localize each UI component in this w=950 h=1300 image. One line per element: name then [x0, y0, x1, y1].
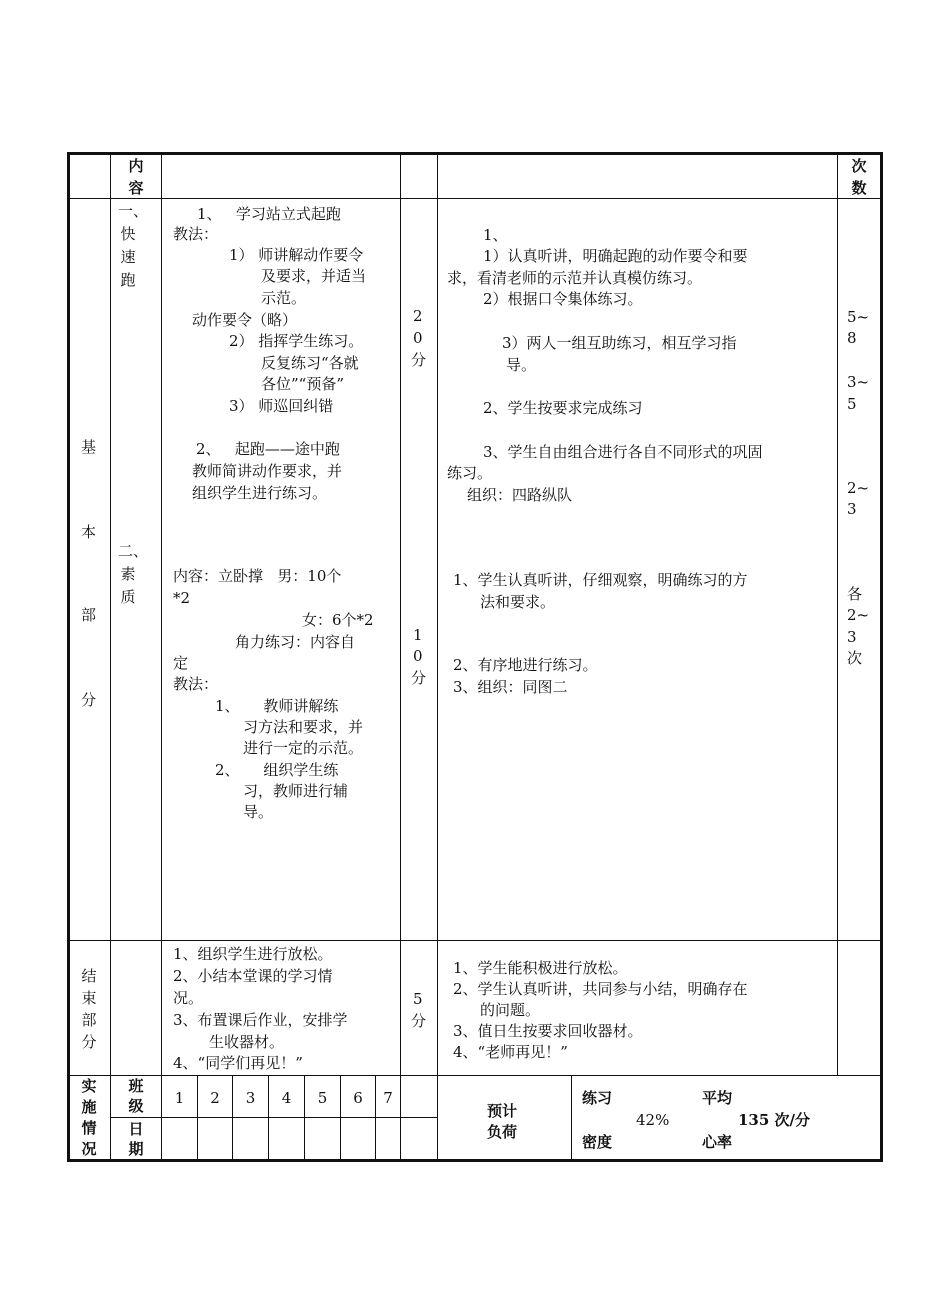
impl-label: 实施情况: [81, 1077, 97, 1158]
student-line: 求，看清老师的示范并认真模仿练习。: [447, 269, 703, 287]
ending-teacher-line: 3、布置课后作业，安排学: [173, 1011, 348, 1029]
teacher-line: 1、 教师讲解练: [215, 697, 339, 715]
student-line: 2、学生按要求完成练习: [483, 399, 643, 417]
count-line: 2~: [847, 479, 870, 497]
teacher-line: 2、 组织学生练: [215, 761, 339, 779]
table-col-line: [437, 152, 438, 1162]
teacher-line: 2、 起跑——途中跑: [196, 440, 340, 458]
count-line: 各: [847, 585, 863, 603]
table-col-line: [837, 152, 838, 1076]
teacher-line: 定: [173, 654, 189, 672]
class-number: 1: [174, 1089, 185, 1107]
item-quality-label: 二、素质: [118, 542, 149, 606]
class-label: 班级: [128, 1077, 144, 1115]
teacher-line: 动作要令（略）: [192, 311, 298, 329]
item-fast-run-label: 一、快速跑: [118, 202, 149, 289]
teacher-line: 教法：: [173, 675, 219, 693]
basic-section-char: 本: [81, 523, 97, 541]
date-label: 日期: [128, 1120, 144, 1158]
avg-label: 平均: [702, 1089, 733, 1107]
teacher-line: 各位”“预备”: [261, 375, 345, 393]
teacher-line: 教法：: [173, 225, 219, 243]
teacher-line: 内容：立卧撑 男：10个: [173, 567, 342, 585]
table-row-line: [67, 198, 883, 199]
teacher-line: 导。: [243, 803, 274, 821]
header-count-label: 次数: [851, 157, 867, 197]
teacher-line: 2） 指挥学生练习。: [229, 332, 364, 350]
table-col-line: [571, 1075, 572, 1162]
table-col-line: [400, 152, 401, 1162]
teacher-line: 示范。: [261, 289, 307, 307]
teacher-line: *2: [173, 589, 191, 607]
time-char: 0: [413, 647, 423, 665]
student-line: 2）根据口令集体练习。: [483, 290, 643, 308]
time-char: 分: [411, 351, 427, 369]
table-border-bottom: [67, 1159, 883, 1162]
heart-value: 135 次/分: [738, 1111, 811, 1129]
student-line: 2、有序地进行练习。: [453, 656, 598, 674]
class-number: 6: [353, 1089, 363, 1107]
teacher-line: 1、 学习站立式起跑: [197, 205, 341, 223]
table-border-top: [67, 152, 883, 155]
teacher-line: 女：6个*2: [302, 611, 374, 629]
ending-student-line: 的问题。: [480, 1001, 541, 1019]
class-number: 7: [383, 1089, 393, 1107]
student-line: 组织：四路纵队: [467, 486, 573, 504]
ending-student-line: 2、学生认真听讲，共同参与小结，明确存在: [453, 980, 748, 998]
basic-section-char: 基: [81, 438, 97, 456]
ending-time-char: 分: [411, 1012, 427, 1030]
teacher-line: 反复练习“各就: [261, 354, 359, 372]
table-border-left: [67, 152, 70, 1162]
ending-teacher-line: 2、小结本堂课的学习情: [173, 967, 333, 985]
student-line: 法和要求。: [480, 593, 556, 611]
table-row-line: [67, 940, 883, 941]
count-line: 次: [847, 649, 863, 667]
time-char: 1: [413, 626, 423, 644]
teacher-line: 习，教师进行辅: [243, 782, 349, 800]
density-value: 42%: [636, 1111, 670, 1129]
count-line: 5: [847, 395, 857, 413]
table-col-line: [110, 152, 111, 1162]
time-char: 分: [411, 669, 427, 687]
teacher-line: 组织学生进行练习。: [192, 484, 328, 502]
student-line: 3、学生自由组合进行各自不同形式的巩固: [483, 443, 763, 461]
practice-label: 练习: [582, 1089, 613, 1107]
table-border-right: [880, 152, 883, 1162]
teacher-line: 习方法和要求，并: [243, 718, 364, 736]
class-number: 4: [281, 1089, 292, 1107]
class-number: 5: [317, 1089, 328, 1107]
class-number: 2: [210, 1089, 220, 1107]
basic-section-char: 部: [81, 606, 97, 624]
load-label: 负荷: [487, 1123, 518, 1141]
student-line: 3）两人一组互助练习，相互学习指: [502, 334, 737, 352]
ending-teacher-line: 4、“同学们再见！”: [173, 1054, 303, 1072]
teacher-line: 及要求，并适当: [261, 267, 367, 285]
ending-student-line: 4、“老师再见！”: [453, 1043, 568, 1061]
header-content-label: 内容: [128, 157, 144, 197]
ending-time-char: 5: [413, 990, 423, 1008]
student-line: 1、: [483, 226, 508, 244]
class-number: 3: [245, 1089, 256, 1107]
teacher-line: 进行一定的示范。: [243, 739, 364, 757]
teacher-line: 1） 师讲解动作要令: [229, 246, 364, 264]
ending-teacher-line: 生收器材。: [209, 1033, 285, 1051]
heart-label: 心率: [702, 1133, 733, 1151]
teacher-line: 3） 师巡回纠错: [229, 397, 334, 415]
count-line: 3: [847, 628, 857, 646]
ending-teacher-line: 1、组织学生进行放松。: [173, 945, 333, 963]
table-row-line: [110, 1117, 437, 1118]
load-label: 预计: [487, 1102, 518, 1120]
count-line: 3: [847, 500, 857, 518]
ending-student-line: 3、值日生按要求回收器材。: [453, 1022, 643, 1040]
student-line: 练习。: [447, 464, 493, 482]
student-line: 3、组织：同图二: [453, 678, 568, 696]
student-line: 1）认真听讲，明确起跑的动作要令和要: [483, 247, 748, 265]
ending-student-line: 1、学生能积极进行放松。: [453, 959, 628, 977]
time-char: 0: [413, 329, 423, 347]
count-line: 8: [847, 329, 857, 347]
count-line: 3~: [847, 373, 870, 391]
teacher-line: 角力练习：内容自: [235, 633, 356, 651]
table-col-line: [161, 152, 162, 1162]
ending-section-label: 结束部分: [81, 967, 97, 1051]
density-label: 密度: [582, 1133, 613, 1151]
student-line: 导。: [506, 356, 537, 374]
student-line: 1、学生认真听讲，仔细观察，明确练习的方: [453, 571, 748, 589]
count-line: 2~: [847, 606, 870, 624]
table-row-line: [67, 1075, 883, 1076]
ending-teacher-line: 况。: [173, 989, 204, 1007]
teacher-line: 教师简讲动作要求，并: [192, 462, 343, 480]
time-char: 2: [413, 307, 423, 325]
count-line: 5~: [847, 308, 870, 326]
basic-section-char: 分: [81, 691, 97, 709]
